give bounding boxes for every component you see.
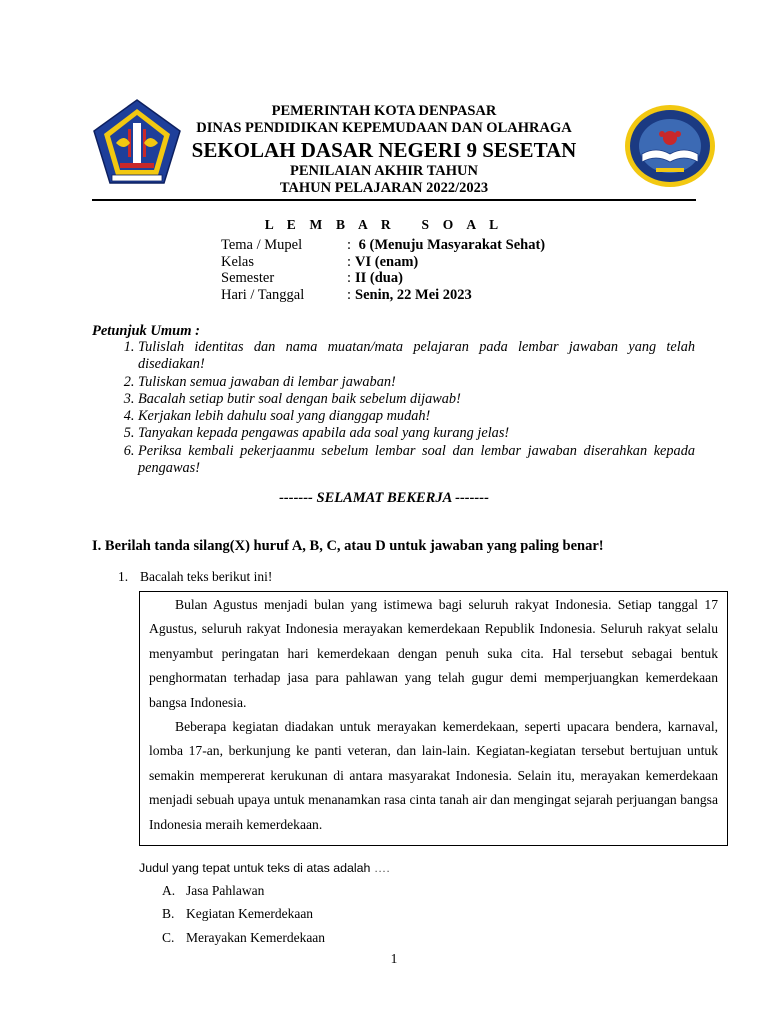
option-letter: A. bbox=[162, 883, 176, 898]
instructions-title: Petunjuk Umum : bbox=[92, 323, 200, 339]
cheer-line: ------- SELAMAT BEKERJA ------- bbox=[279, 490, 489, 506]
passage-paragraph: Beberapa kegiatan diadakan untuk merayakan kemerdekaan, seperti upacara bendera, karnaval, lomba 17-an, berkunjung ke panti veteran, dan lain-lain. Kegiatan-kegiatan tersebut bertujuan untuk semakin mempererat kerukunan di antara masyarakat Indonesia. Selain itu, merayakan kemerdekaan menjadi sebuah upaya untuk menanamkan rasa cinta tanah air dan mengingat sejarah perjuangan bangsa Indonesia meraih kemerdekaan. bbox=[149, 719, 718, 832]
question-lead: Bacalah teks berikut ini! bbox=[140, 569, 273, 584]
instruction-item: 2. Tuliskan semua jawaban di lembar jawaban! bbox=[138, 374, 695, 391]
option-text: Merayakan Kemerdekaan bbox=[186, 930, 326, 945]
gov-line: PEMERINTAH KOTA DENPASAR bbox=[271, 103, 497, 119]
instruction-item: 6. Periksa kembali pekerjaanmu sebelum lembar soal dan lembar jawaban diserahkan kepada pengawas! bbox=[138, 443, 695, 478]
option-letter: C. bbox=[162, 930, 175, 945]
school-name: SEKOLAH DASAR NEGERI 9 SESETAN bbox=[191, 138, 577, 162]
academic-year: TAHUN PELAJARAN 2022/2023 bbox=[279, 180, 489, 196]
option-letter: B. bbox=[162, 906, 175, 921]
instructions-list bbox=[92, 339, 695, 477]
meta-colon: : bbox=[347, 270, 352, 286]
meta-value-theme: 6 (Menuju Masyarakat Sehat) bbox=[355, 237, 546, 253]
meta-value-semester: II (dua) bbox=[355, 270, 403, 286]
instruction-item: 3. Bacalah setiap butir soal dengan baik sebelum dijawab! bbox=[138, 391, 695, 408]
department-line: DINAS PENDIDIKAN KEPEMUDAAN DAN OLAHRAGA bbox=[196, 120, 572, 136]
meta-colon: : bbox=[347, 237, 352, 253]
question-prompt-dots: …. bbox=[373, 861, 390, 875]
meta-value-class: VI (enam) bbox=[355, 254, 419, 270]
sheet-title: L E M B A R S O A L bbox=[264, 217, 504, 232]
question-number: 1. bbox=[118, 569, 129, 584]
section-heading: I. Berilah tanda silang(X) huruf A, B, C, atau D untuk jawaban yang paling benar! bbox=[92, 538, 604, 554]
meta-label: Hari / Tanggal bbox=[221, 287, 305, 303]
meta-label: Semester bbox=[221, 270, 275, 286]
instruction-item: 1. Tulislah identitas dan nama muatan/mata pelajaran pada lembar jawaban yang telah disediakan! bbox=[138, 339, 695, 374]
question-prompt bbox=[139, 861, 390, 875]
option-text: Kegiatan Kemerdekaan bbox=[186, 906, 314, 921]
header-divider bbox=[92, 199, 696, 201]
option-text: Jasa Pahlawan bbox=[186, 883, 265, 898]
question-prompt-text: Judul yang tepat untuk teks di atas adalah bbox=[139, 861, 371, 875]
exam-name: PENILAIAN AKHIR TAHUN bbox=[290, 163, 478, 179]
page-number: 1 bbox=[390, 951, 398, 966]
reading-passage-box bbox=[139, 591, 728, 846]
meta-colon: : bbox=[347, 254, 352, 270]
passage-paragraph: Bulan Agustus menjadi bulan yang istimewa bagi seluruh rakyat Indonesia. Setiap tanggal 17 Agustus, seluruh rakyat Indonesia merayakan kemerdekaan Republik Indonesia. Seluruh rakyat selalu menyambut peringatan hari kemerdekaan dengan penuh suka cita. Hal tersebut sebagai bentuk penghormatan terhadap jasa para pahlawan yang telah gugur demi memperjuangkan kemerdekaan bangsa Indonesia. bbox=[149, 597, 718, 710]
instruction-item: 4. Kerjakan lebih dahulu soal yang dianggap mudah! bbox=[138, 408, 695, 425]
meta-label: Tema / Mupel bbox=[221, 237, 303, 253]
instruction-item: 5. Tanyakan kepada pengawas apabila ada soal yang kurang jelas! bbox=[138, 425, 695, 442]
meta-colon: : bbox=[347, 287, 352, 303]
meta-label: Kelas bbox=[221, 254, 255, 270]
meta-value-date: Senin, 22 Mei 2023 bbox=[355, 287, 472, 303]
